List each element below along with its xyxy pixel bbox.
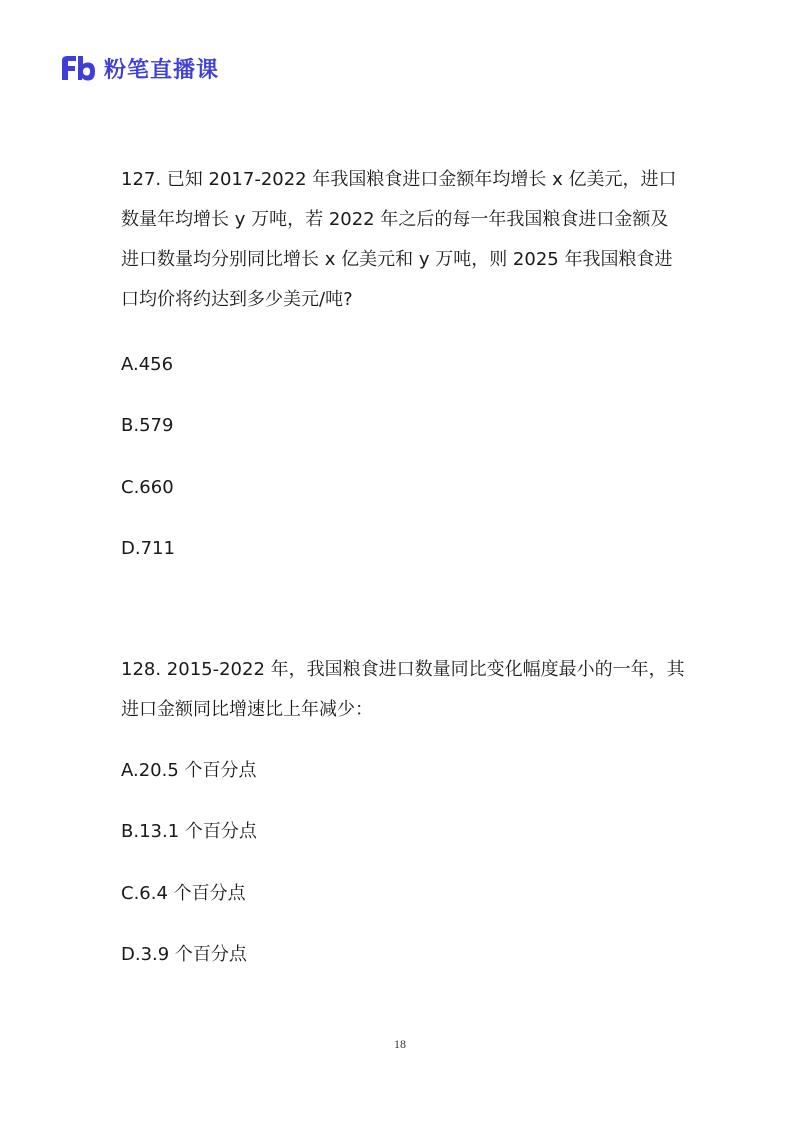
option-d[interactable]: D.3.9 个百分点 (121, 944, 247, 965)
question-128 (121, 650, 686, 730)
fb-logo-icon (58, 53, 98, 83)
brand-name: 粉笔直播课 (104, 57, 220, 83)
option-a[interactable]: A.20.5 个百分点 (121, 760, 257, 781)
page-header (58, 52, 219, 84)
page-number: 18 (394, 1037, 406, 1051)
option-d[interactable]: D.711 (121, 538, 175, 559)
option-b[interactable]: B.579 (121, 415, 174, 436)
question-stem: 127. 已知 2017-2022 年我国粮食进口金额年均增长 x 亿美元，进口数量年均增长 y 万吨，若 2022 年之后的每一年我国粮食进口金额及进口数量均分别同比增长 x 亿美元和 y 万吨，则 2025 年我国粮食进口均价将约达到多少美元/吨? (121, 169, 677, 310)
option-c[interactable]: C.6.4 个百分点 (121, 883, 246, 904)
option-b[interactable]: B.13.1 个百分点 (121, 821, 257, 842)
option-a[interactable]: A.456 (121, 354, 174, 375)
option-c[interactable]: C.660 (121, 477, 174, 498)
question-stem: 128. 2015-2022 年，我国粮食进口数量同比变化幅度最小的一年，其进口金额同比增速比上年减少： (121, 659, 685, 720)
question-127 (121, 160, 686, 320)
